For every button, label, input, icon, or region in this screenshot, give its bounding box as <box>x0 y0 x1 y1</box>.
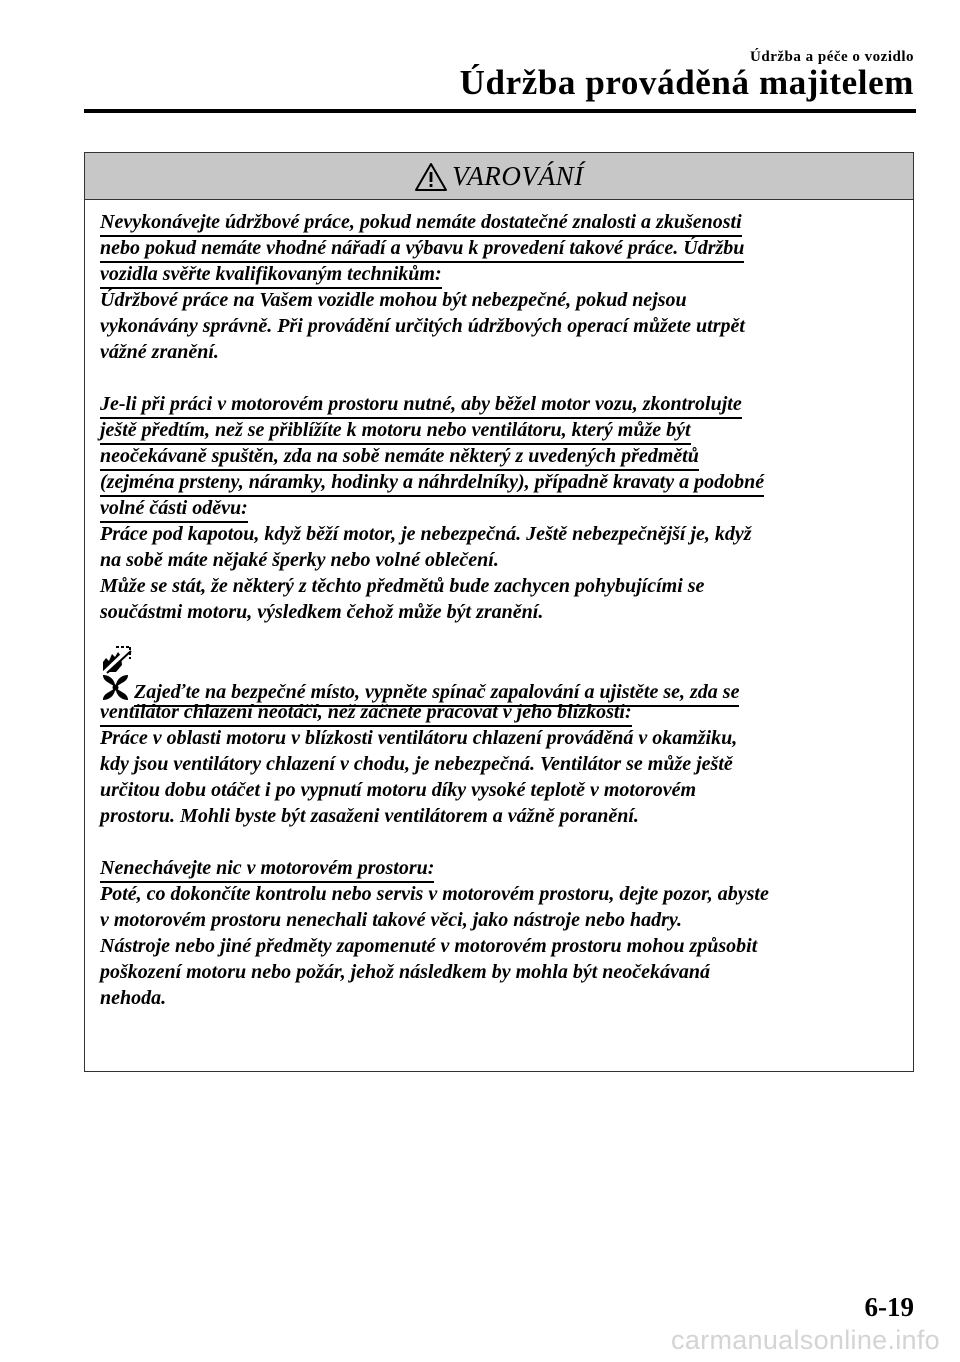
header-divider <box>84 109 916 113</box>
section-title: Údržba a péče o vozidlo <box>750 49 914 65</box>
warning-text-line: ještě předtím, než se přiblížíte k motoru nebo ventilátoru, který může být <box>100 418 691 445</box>
warning-text-line: Nevykonávejte údržbové práce, pokud nemáte dostatečné znalosti a zkušenosti <box>100 210 742 237</box>
warning-text-line: kdy jsou ventilátory chlazení v chodu, je nebezpečná. Ventilátor se může ještě <box>100 753 733 775</box>
warning-text-line: vozidla svěřte kvalifikovaným technikům: <box>100 262 442 289</box>
warning-text-line: Nástroje nebo jiné předměty zapomenuté v motorovém prostoru mohou způsobit <box>100 935 758 957</box>
warning-text-line: vážné zranění. <box>100 341 219 363</box>
warning-text-line: v motorovém prostoru nenechali takové věci, jako nástroje nebo hadry. <box>100 909 683 931</box>
warning-header <box>85 153 913 200</box>
warning-text-line: určitou dobu otáčet i po vypnutí motoru díky vysoké teplotě v motorovém <box>100 779 697 801</box>
warning-title: VAROVÁNÍ <box>452 160 584 191</box>
warning-text-line: Může se stát, že některý z těchto předmětů bude zachycen pohybujícími se <box>100 575 705 597</box>
warning-text-line: na sobě máte nějaké šperky nebo volné oblečení. <box>100 549 499 571</box>
warning-text-line: Je-li při práci v motorovém prostoru nutné, aby běžel motor vozu, zkontrolujte <box>100 392 742 419</box>
warning-text-line: prostoru. Mohli byste být zasaženi ventilátorem a vážně poranění. <box>100 805 639 827</box>
warning-text-line: Práce v oblasti motoru v blízkosti ventilátoru chlazení prováděná v okamžiku, <box>100 727 738 749</box>
warning-triangle-icon <box>414 162 448 192</box>
warning-box <box>84 152 914 1072</box>
warning-text-line: nehoda. <box>100 987 167 1009</box>
warning-text-line: Práce pod kapotou, když běží motor, je nebezpečná. Ještě nebezpečnější je, když <box>100 523 752 545</box>
warning-text-line: volné části oděvu: <box>100 496 248 523</box>
warning-text-line: Zajeďte na bezpečné místo, vypněte spínač zapalování a ujistěte se, zda se <box>134 680 739 707</box>
warning-text-line: součástmi motoru, výsledkem čehož může být zranění. <box>100 601 544 623</box>
warning-text-line: poškození motoru nebo požár, jehož následkem by mohla být neočekávaná <box>100 961 711 983</box>
warning-text-line: Údržbové práce na Vašem vozidle mohou být nebezpečné, pokud nejsou <box>100 289 687 311</box>
warning-text-line: ventilátor chlazení neotáčí, než začnete pracovat v jeho blízkosti: <box>100 700 632 727</box>
warning-text-line: vykonávány správně. Při provádění určitých údržbových operací můžete utrpět <box>100 315 745 337</box>
icon-row <box>100 645 900 673</box>
no-hand-icon <box>100 645 132 675</box>
warning-text-line: Poté, co dokončíte kontrolu nebo servis v motorovém prostoru, dejte pozor, abyste <box>100 883 769 905</box>
watermark: carmanualsonline.info <box>671 1325 940 1355</box>
fan-icon <box>100 673 131 702</box>
warning-text-line: Nenechávejte nic v motorovém prostoru: <box>100 856 434 883</box>
warning-body <box>100 209 900 1011</box>
page-title: Údržba prováděná majitelem <box>459 63 914 102</box>
warning-text-line: neočekávaně spuštěn, zda na sobě nemáte některý z uvedených předmětů <box>100 444 699 471</box>
warning-text-line: nebo pokud nemáte vhodné nářadí a výbavu k provedení takové práce. Údržbu <box>100 236 744 263</box>
warning-text-line: (zejména prsteny, náramky, hodinky a náhrdelníky), případně kravaty a podobné <box>100 470 764 497</box>
page-number: 6-19 <box>864 1292 914 1322</box>
